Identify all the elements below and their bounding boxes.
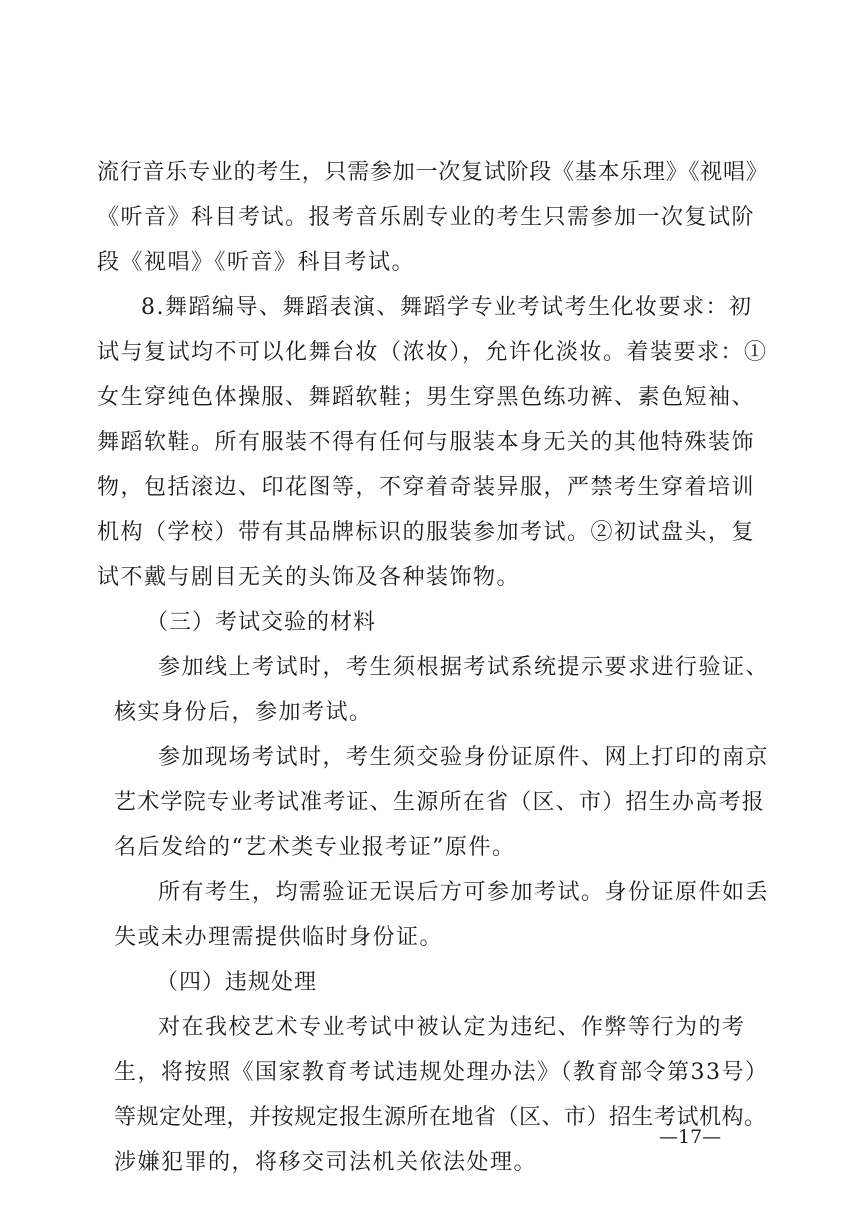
paragraph-line: 对在我校艺术专业考试中被认定为违纪、作弊等行为的考 [158,1015,746,1040]
paragraph-line: 参加现场考试时，考生须交验身份证原件、网上打印的南京 [158,745,770,770]
paragraph-line: 核实身份后，参加考试。 [114,700,373,725]
paragraph-line: 生，将按照《国家教育考试违规处理办法》（教育部令第33号） [114,1060,769,1085]
paragraph-line: 参加线上考试时，考生须根据考试系统提示要求进行验证、 [158,655,770,680]
paragraph-line: 女生穿纯色体操服、舞蹈软鞋；男生穿黑色练功裤、素色短袖、 [97,385,756,410]
paragraph-line: 流行音乐专业的考生，只需参加一次复试阶段《基本乐理》《视唱》 [97,160,769,185]
paragraph-line: 失或未办理需提供临时身份证。 [114,925,444,950]
paragraph-line: 舞蹈软鞋。所有服装不得有任何与服装本身无关的其他特殊装饰 [97,430,756,455]
paragraph-line: 涉嫌犯罪的，将移交司法机关依法处理。 [114,1150,538,1175]
paragraph-line: 名后发给的“艺术类专业报考证”原件。 [114,835,516,860]
paragraph-line: 试与复试均不可以化舞台妆（浓妆），允许化淡妆。着装要求：① [97,340,768,365]
section-heading: （四）违规处理 [156,970,318,995]
paragraph-line: 8.舞蹈编导、舞蹈表演、舞蹈学专业考试考生化妆要求：初 [141,295,753,320]
paragraph-line: 段《视唱》《听音》科目考试。 [97,250,416,275]
paragraph-line: 等规定处理，并按规定报生源所在地省（区、市）招生考试机构。 [114,1105,767,1130]
paragraph-line: 《听音》科目考试。报考音乐剧专业的考生只需参加一次复试阶 [97,205,756,230]
paragraph-line: 所有考生，均需验证无误后方可参加考试。身份证原件如丢 [158,880,770,905]
paragraph-line: 物，包括滚边、印花图等，不穿着奇装异服，严禁考生穿着培训 [97,475,756,500]
paragraph-line: 试不戴与剧目无关的头饰及各种装饰物。 [97,565,521,590]
section-heading: （三）考试交验的材料 [146,610,377,635]
paragraph-line: 艺术学院专业考试准考证、生源所在省（区、市）招生办高考报 [114,790,766,815]
page-number: —17— [659,1126,722,1148]
paragraph-line: 机构（学校）带有其品牌标识的服装参加考试。②初试盘头，复 [97,520,756,545]
